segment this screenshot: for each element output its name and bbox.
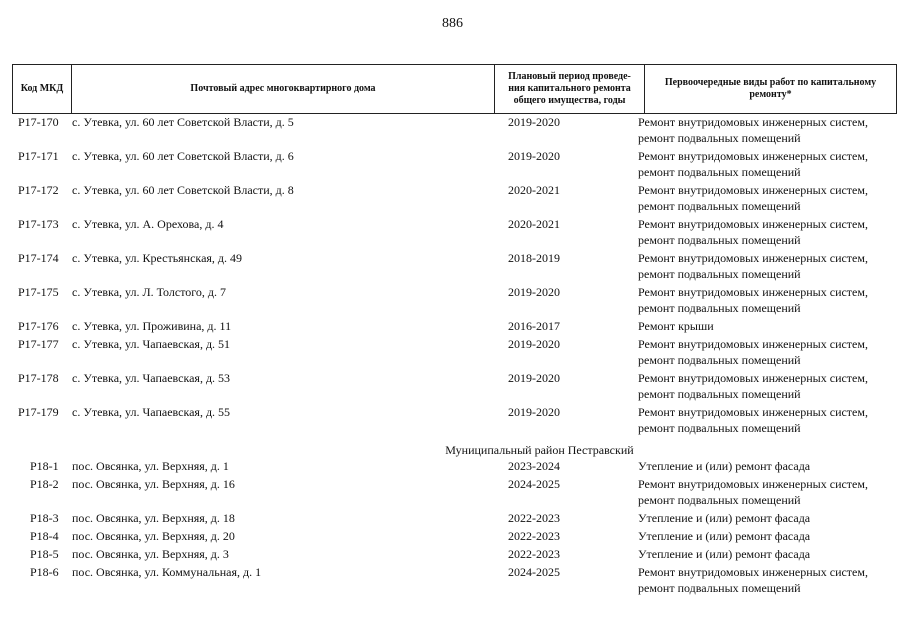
cell-works-line: ремонт подвальных помещений [638,353,801,367]
cell-period: 2019-2020 [508,405,560,419]
cell-works-line: ремонт подвальных помещений [638,493,801,507]
cell-works-line: Утепление и (или) ремонт фасада [638,529,811,543]
cell-period: 2019-2020 [508,371,560,385]
table-row [12,182,897,216]
cell-address: с. Утевка, ул. 60 лет Советской Власти, д. 6 [72,149,294,163]
cell-works-line: Ремонт внутридомовых инженерных систем, [638,149,868,163]
cell-works [638,114,897,148]
cell-period: 2024-2025 [508,565,560,579]
table-row [12,216,897,250]
cell-works [638,476,897,510]
table-row [12,336,897,370]
cell-code: Р17-173 [18,217,59,231]
cell-works [638,216,897,250]
cell-works-line: Ремонт внутридомовых инженерных систем, [638,565,868,579]
cell-code: Р18-3 [30,511,59,525]
cell-code: Р18-6 [30,565,59,579]
cell-period: 2016-2017 [508,319,560,333]
cell-works-line: Ремонт внутридомовых инженерных систем, [638,477,868,491]
cell-address: с. Утевка, ул. 60 лет Советской Власти, д. 5 [72,115,294,129]
cell-address: пос. Овсянка, ул. Верхняя, д. 20 [72,529,235,543]
cell-works [638,510,897,528]
cell-works-line: ремонт подвальных помещений [638,131,801,145]
cell-works-line: ремонт подвальных помещений [638,165,801,179]
cell-works [638,528,897,546]
page-number: 886 [442,16,463,31]
cell-address: с. Утевка, ул. А. Орехова, д. 4 [72,217,224,231]
cell-period: 2020-2021 [508,183,560,197]
table-row [12,370,897,404]
table-row [12,114,897,148]
cell-period: 2018-2019 [508,251,560,265]
cell-works [638,564,897,598]
cell-works-line: ремонт подвальных помещений [638,387,801,401]
cell-works-line: Ремонт крыши [638,319,714,333]
cell-works [638,546,897,564]
table-row [12,458,897,476]
cell-works-line: Ремонт внутридомовых инженерных систем, [638,337,868,351]
cell-works [638,458,897,476]
section-title: Муниципальный район Пестравский [445,443,634,457]
cell-address: с. Утевка, ул. Крестьянская, д. 49 [72,251,243,265]
cell-works [638,318,897,336]
cell-works [638,370,897,404]
header-works [645,65,897,114]
cell-address: пос. Овсянка, ул. Верхняя, д. 18 [72,511,235,525]
cell-works-line: ремонт подвальных помещений [638,421,801,435]
table-row [12,284,897,318]
cell-address: с. Утевка, ул. Проживина, д. 11 [72,319,232,333]
cell-works [638,250,897,284]
header-period [495,65,645,114]
cell-works-line: ремонт подвальных помещений [638,301,801,315]
cell-code: Р18-5 [30,547,59,561]
table-body [12,114,897,598]
cell-period: 2019-2020 [508,285,560,299]
header-period-line: Плановый период проведе- [508,71,631,82]
cell-works [638,284,897,318]
rows-group-a [12,114,897,438]
cell-works-line: ремонт подвальных помещений [638,199,801,213]
table-row [12,404,897,438]
cell-period: 2019-2020 [508,115,560,129]
cell-address: пос. Овсянка, ул. Коммунальная, д. 1 [72,565,262,579]
cell-works-line: Ремонт внутридомовых инженерных систем, [638,115,868,129]
cell-works-line: ремонт подвальных помещений [638,581,801,595]
cell-works-line: Утепление и (или) ремонт фасада [638,459,811,473]
cell-works-line: Ремонт внутридомовых инженерных систем, [638,217,868,231]
cell-code: Р17-176 [18,319,59,333]
cell-works-line: Ремонт внутридомовых инженерных систем, [638,183,868,197]
table-row [12,510,897,528]
cell-works-line: Ремонт внутридомовых инженерных систем, [638,285,868,299]
cell-works [638,148,897,182]
header-works-line: Первоочередные виды работ по капитальному [664,77,877,88]
table-row [12,546,897,564]
header-address: Почтовый адрес многоквартирного дома [72,65,495,114]
cell-code: Р17-171 [18,149,59,163]
cell-works-line: ремонт подвальных помещений [638,233,801,247]
cell-period: 2022-2023 [508,511,560,525]
cell-address: пос. Овсянка, ул. Верхняя, д. 16 [72,477,235,491]
cell-works-line: ремонт подвальных помещений [638,267,801,281]
cell-works [638,404,897,438]
cell-period: 2019-2020 [508,337,560,351]
cell-code: Р18-2 [30,477,59,491]
cell-code: Р17-172 [18,183,59,197]
cell-code: Р18-1 [30,459,59,473]
cell-works-line: Ремонт внутридомовых инженерных систем, [638,371,868,385]
cell-period: 2023-2024 [508,459,560,473]
cell-address: с. Утевка, ул. Чапаевская, д. 51 [72,337,231,351]
cell-address: с. Утевка, ул. Чапаевская, д. 53 [72,371,231,385]
cell-works-line: Утепление и (или) ремонт фасада [638,511,811,525]
table-row [12,148,897,182]
cell-address: пос. Овсянка, ул. Верхняя, д. 3 [72,547,229,561]
header-works-line: ремонту* [749,89,792,100]
cell-code: Р17-170 [18,115,59,129]
table-row [12,564,897,598]
header-period-line: общего имущества, годы [513,95,626,106]
table-header [12,64,897,114]
cell-period: 2022-2023 [508,547,560,561]
cell-period: 2019-2020 [508,149,560,163]
cell-code: Р17-174 [18,251,59,265]
cell-address: с. Утевка, ул. 60 лет Советской Власти, д. 8 [72,183,294,197]
cell-period: 2020-2021 [508,217,560,231]
cell-works-line: Утепление и (или) ремонт фасада [638,547,811,561]
cell-code: Р17-175 [18,285,59,299]
header-code: Код МКД [13,65,72,114]
rows-group-b [12,458,897,598]
cell-works [638,336,897,370]
cell-period: 2022-2023 [508,529,560,543]
table-row [12,528,897,546]
table-row [12,476,897,510]
cell-works [638,182,897,216]
cell-code: Р18-4 [30,529,59,543]
cell-address: с. Утевка, ул. Чапаевская, д. 55 [72,405,231,419]
table-row [12,250,897,284]
cell-address: с. Утевка, ул. Л. Толстого, д. 7 [72,285,227,299]
cell-code: Р17-179 [18,405,59,419]
cell-address: пос. Овсянка, ул. Верхняя, д. 1 [72,459,229,473]
header-period-line: ния капитального ремонта [508,83,631,94]
cell-code: Р17-177 [18,337,59,351]
cell-works-line: Ремонт внутридомовых инженерных систем, [638,405,868,419]
cell-period: 2024-2025 [508,477,560,491]
cell-code: Р17-178 [18,371,59,385]
cell-works-line: Ремонт внутридомовых инженерных систем, [638,251,868,265]
table-row [12,318,897,336]
